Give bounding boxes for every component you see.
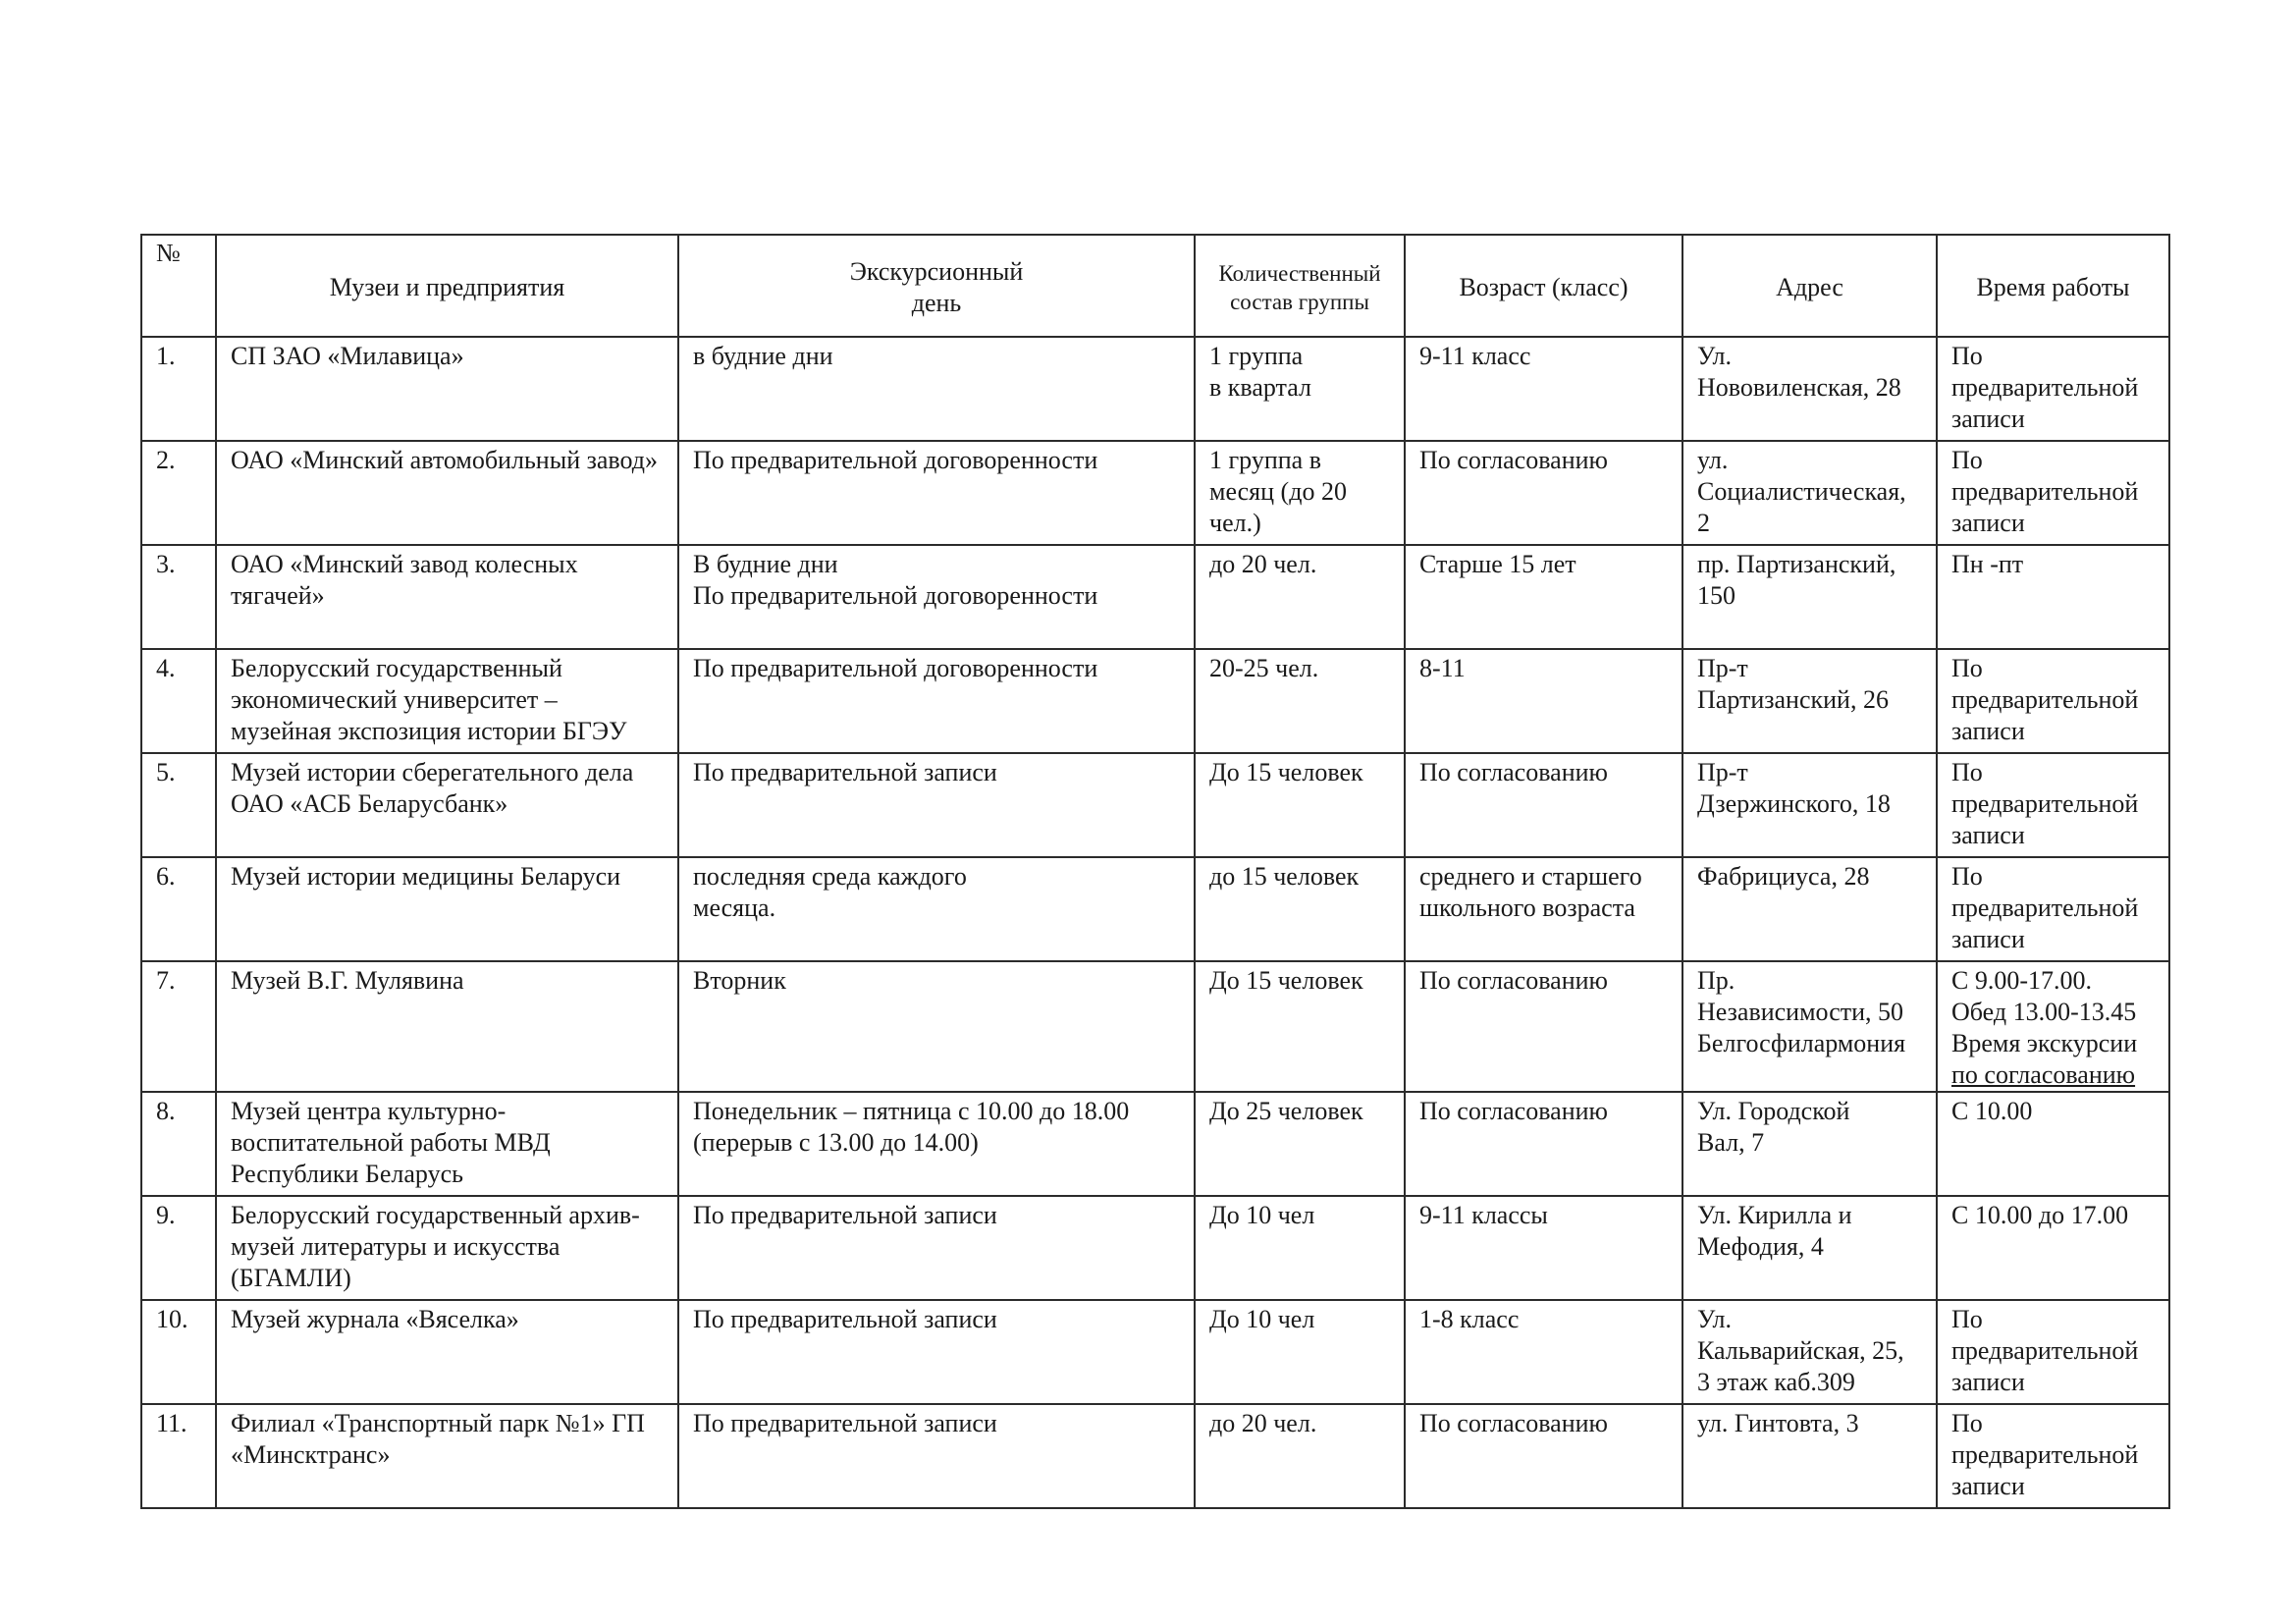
cell-hours-line: предварительной	[1951, 1336, 2139, 1365]
cell-day-line: Вторник	[693, 966, 786, 995]
cell-address	[1682, 1404, 1937, 1508]
cell-hours-line: записи	[1951, 1368, 2025, 1396]
cell-address-line: ул. Гинтовта, 3	[1697, 1409, 1859, 1437]
cell-hours	[1937, 1404, 2169, 1508]
header-museum: Музеи и предприятия	[216, 235, 678, 337]
cell-hours	[1937, 1092, 2169, 1196]
cell-age-line: школьного возраста	[1419, 893, 1635, 922]
cell-group-line: 1 группа	[1209, 342, 1304, 370]
header-excursion-day-line2: день	[911, 288, 962, 317]
cell-group	[1195, 1300, 1405, 1404]
cell-day	[678, 961, 1195, 1092]
table-row	[141, 1404, 2169, 1508]
cell-day	[678, 1300, 1195, 1404]
cell-day	[678, 649, 1195, 753]
cell-age-line: среднего и старшего	[1419, 862, 1642, 891]
cell-age	[1405, 1196, 1682, 1300]
cell-group-line: до 20 чел.	[1209, 1409, 1317, 1437]
cell-age-line: 9-11 классы	[1419, 1201, 1548, 1229]
cell-day-line: Понедельник – пятница с 10.00 до 18.00	[693, 1097, 1130, 1125]
cell-address-line: Пр-т	[1697, 758, 1748, 786]
cell-day	[678, 1092, 1195, 1196]
cell-group	[1195, 961, 1405, 1092]
cell-group	[1195, 857, 1405, 961]
table-row	[141, 961, 2169, 1092]
cell-day-line: (перерыв с 13.00 до 14.00)	[693, 1128, 979, 1157]
cell-address-line: 150	[1697, 581, 1735, 610]
cell-day	[678, 545, 1195, 649]
cell-hours-line: предварительной	[1951, 685, 2139, 714]
cell-hours-line: предварительной	[1951, 1440, 2139, 1469]
museums-table	[140, 234, 2170, 1509]
cell-day-line: месяца.	[693, 893, 776, 922]
cell-hours-line: По	[1951, 862, 1983, 891]
cell-address	[1682, 857, 1937, 961]
cell-hours-line: С 10.00	[1951, 1097, 2033, 1125]
cell-num: 1.	[141, 337, 216, 441]
cell-address-line: Нововиленская, 28	[1697, 373, 1901, 402]
cell-num: 9.	[141, 1196, 216, 1300]
cell-address-line: Ул. Кирилла и	[1697, 1201, 1852, 1229]
cell-num: 7.	[141, 961, 216, 1092]
cell-group	[1195, 337, 1405, 441]
cell-address-line: Партизанский, 26	[1697, 685, 1889, 714]
table-row	[141, 857, 2169, 961]
cell-hours	[1937, 441, 2169, 545]
cell-address-line: Дзержинского, 18	[1697, 789, 1891, 818]
cell-address-line: Независимости, 50	[1697, 998, 1904, 1026]
cell-address	[1682, 337, 1937, 441]
cell-address-line: пр. Партизанский,	[1697, 550, 1896, 578]
cell-group-line: 20-25 чел.	[1209, 654, 1319, 682]
cell-age-line: 1-8 класс	[1419, 1305, 1520, 1333]
cell-address	[1682, 961, 1937, 1092]
cell-hours-line: записи	[1951, 925, 2025, 953]
cell-age-line: По согласованию	[1419, 1097, 1608, 1125]
cell-day-line: По предварительной записи	[693, 1201, 997, 1229]
cell-hours	[1937, 961, 2169, 1092]
cell-museum: СП ЗАО «Милавица»	[216, 337, 678, 441]
cell-age-line: По согласованию	[1419, 1409, 1608, 1437]
cell-hours-line: записи	[1951, 821, 2025, 849]
header-number: №	[141, 235, 216, 337]
cell-address-line: Ул. Городской	[1697, 1097, 1850, 1125]
cell-day-line: последняя среда каждого	[693, 862, 967, 891]
cell-num: 10.	[141, 1300, 216, 1404]
cell-age-line: По согласованию	[1419, 966, 1608, 995]
cell-hours	[1937, 545, 2169, 649]
cell-num: 2.	[141, 441, 216, 545]
cell-museum: Филиал «Транспортный парк №1» ГП «Минсктранс»	[216, 1404, 678, 1508]
cell-group-line: чел.)	[1209, 509, 1261, 537]
cell-address-line: Фабрициуса, 28	[1697, 862, 1870, 891]
cell-museum: ОАО «Минский автомобильный завод»	[216, 441, 678, 545]
cell-age	[1405, 1404, 1682, 1508]
table-row	[141, 441, 2169, 545]
cell-group-line: До 15 человек	[1209, 966, 1363, 995]
cell-age	[1405, 753, 1682, 857]
cell-num: 4.	[141, 649, 216, 753]
cell-group	[1195, 1092, 1405, 1196]
table-body	[141, 337, 2169, 1508]
cell-address	[1682, 649, 1937, 753]
cell-group	[1195, 1404, 1405, 1508]
cell-hours-line: По	[1951, 446, 1983, 474]
cell-museum: Музей В.Г. Мулявина	[216, 961, 678, 1092]
cell-hours-underlined-line: по согласованию	[1951, 1060, 2136, 1089]
cell-hours	[1937, 649, 2169, 753]
cell-group-line: до 20 чел.	[1209, 550, 1317, 578]
cell-group-line: в квартал	[1209, 373, 1311, 402]
cell-group	[1195, 753, 1405, 857]
cell-address	[1682, 441, 1937, 545]
cell-group-line: До 10 чел	[1209, 1201, 1315, 1229]
cell-num: 6.	[141, 857, 216, 961]
table-row	[141, 337, 2169, 441]
cell-age	[1405, 441, 1682, 545]
cell-group-line: До 15 человек	[1209, 758, 1363, 786]
header-age: Возраст (класс)	[1405, 235, 1682, 337]
cell-address-line: 3 этаж каб.309	[1697, 1368, 1855, 1396]
cell-address	[1682, 1196, 1937, 1300]
header-excursion-day	[678, 235, 1195, 337]
cell-age	[1405, 649, 1682, 753]
cell-hours-line: предварительной	[1951, 893, 2139, 922]
cell-day	[678, 441, 1195, 545]
cell-hours-line: По	[1951, 654, 1983, 682]
cell-hours-line: С 9.00-17.00.	[1951, 966, 2092, 995]
table-row	[141, 1092, 2169, 1196]
cell-museum: ОАО «Минский завод колесных тягачей»	[216, 545, 678, 649]
cell-hours-line: Обед 13.00-13.45	[1951, 998, 2137, 1026]
cell-address-line: Ул.	[1697, 342, 1732, 370]
cell-address	[1682, 1092, 1937, 1196]
table-row	[141, 649, 2169, 753]
cell-hours-line: предварительной	[1951, 789, 2139, 818]
cell-hours-line: записи	[1951, 717, 2025, 745]
cell-group-line: До 25 человек	[1209, 1097, 1363, 1125]
cell-museum: Белорусский государственный экономический университет – музейная экспозиция истории БГЭУ	[216, 649, 678, 753]
cell-age	[1405, 1092, 1682, 1196]
cell-hours	[1937, 1300, 2169, 1404]
cell-age-line: 9-11 класс	[1419, 342, 1531, 370]
cell-day-line: в будние дни	[693, 342, 833, 370]
cell-address-line: ул.	[1697, 446, 1729, 474]
cell-address-line: Кальварийская, 25,	[1697, 1336, 1904, 1365]
cell-hours-line: записи	[1951, 405, 2025, 433]
cell-age-line: Старше 15 лет	[1419, 550, 1576, 578]
cell-hours-line: предварительной	[1951, 373, 2139, 402]
cell-hours-line: записи	[1951, 1472, 2025, 1500]
table-row	[141, 1300, 2169, 1404]
cell-day-line: В будние дни	[693, 550, 838, 578]
cell-address-line: Ул.	[1697, 1305, 1732, 1333]
header-row	[141, 235, 2169, 337]
cell-day-line: По предварительной договоренности	[693, 654, 1098, 682]
cell-address	[1682, 753, 1937, 857]
cell-address	[1682, 545, 1937, 649]
cell-group-line: до 15 человек	[1209, 862, 1360, 891]
cell-day	[678, 857, 1195, 961]
cell-age	[1405, 545, 1682, 649]
cell-address-line: Пр-т	[1697, 654, 1748, 682]
cell-hours-line: С 10.00 до 17.00	[1951, 1201, 2129, 1229]
cell-hours-line: Время экскурсии	[1951, 1029, 2138, 1057]
cell-day-line: По предварительной записи	[693, 1409, 997, 1437]
cell-age-line: По согласованию	[1419, 446, 1608, 474]
cell-day-line: По предварительной договоренности	[693, 446, 1098, 474]
cell-day-line: По предварительной договоренности	[693, 581, 1098, 610]
cell-museum: Музей истории медицины Беларуси	[216, 857, 678, 961]
cell-address-line: Социалистическая,	[1697, 477, 1906, 506]
cell-address-line: Белгосфилармония	[1697, 1029, 1906, 1057]
cell-museum: Музей журнала «Вяселка»	[216, 1300, 678, 1404]
cell-day-line: По предварительной записи	[693, 758, 997, 786]
cell-group-line: До 10 чел	[1209, 1305, 1315, 1333]
cell-address	[1682, 1300, 1937, 1404]
cell-age-line: По согласованию	[1419, 758, 1608, 786]
cell-group	[1195, 441, 1405, 545]
cell-num: 11.	[141, 1404, 216, 1508]
cell-hours-line: записи	[1951, 509, 2025, 537]
cell-hours	[1937, 753, 2169, 857]
cell-age-line: 8-11	[1419, 654, 1466, 682]
cell-hours-line: предварительной	[1951, 477, 2139, 506]
header-address: Адрес	[1682, 235, 1937, 337]
table-row	[141, 1196, 2169, 1300]
cell-day	[678, 337, 1195, 441]
header-group-size-line1: Количественный	[1218, 260, 1381, 286]
table-row	[141, 753, 2169, 857]
header-group-size-line2: состав группы	[1230, 289, 1369, 314]
cell-hours-line: Пн -пт	[1951, 550, 2024, 578]
cell-hours	[1937, 857, 2169, 961]
cell-hours-line: По	[1951, 342, 1983, 370]
cell-day	[678, 1196, 1195, 1300]
header-group-size	[1195, 235, 1405, 337]
cell-address-line: 2	[1697, 509, 1710, 537]
cell-num: 3.	[141, 545, 216, 649]
header-hours: Время работы	[1937, 235, 2169, 337]
cell-day-line: По предварительной записи	[693, 1305, 997, 1333]
cell-group	[1195, 545, 1405, 649]
cell-num: 8.	[141, 1092, 216, 1196]
cell-museum: Музей истории сберегательного дела ОАО «АСБ Беларусбанк»	[216, 753, 678, 857]
cell-museum: Музей центра культурно-воспитательной работы МВД Республики Беларусь	[216, 1092, 678, 1196]
cell-address-line: Мефодия, 4	[1697, 1232, 1824, 1261]
cell-hours-line: По	[1951, 1305, 1983, 1333]
cell-day	[678, 753, 1195, 857]
cell-age	[1405, 961, 1682, 1092]
table-row	[141, 545, 2169, 649]
cell-group-line: месяц (до 20	[1209, 477, 1347, 506]
cell-num: 5.	[141, 753, 216, 857]
cell-address-line: Пр.	[1697, 966, 1735, 995]
cell-group	[1195, 1196, 1405, 1300]
cell-group-line: 1 группа в	[1209, 446, 1321, 474]
cell-hours	[1937, 1196, 2169, 1300]
cell-museum: Белорусский государственный архив-музей литературы и искусства (БГАМЛИ)	[216, 1196, 678, 1300]
cell-address-line: Вал, 7	[1697, 1128, 1765, 1157]
cell-group	[1195, 649, 1405, 753]
cell-day	[678, 1404, 1195, 1508]
cell-age	[1405, 857, 1682, 961]
cell-age	[1405, 1300, 1682, 1404]
cell-hours-line: По	[1951, 758, 1983, 786]
cell-age	[1405, 337, 1682, 441]
header-excursion-day-line1: Экскурсионный	[849, 256, 1024, 286]
cell-hours	[1937, 337, 2169, 441]
cell-hours-line: По	[1951, 1409, 1983, 1437]
